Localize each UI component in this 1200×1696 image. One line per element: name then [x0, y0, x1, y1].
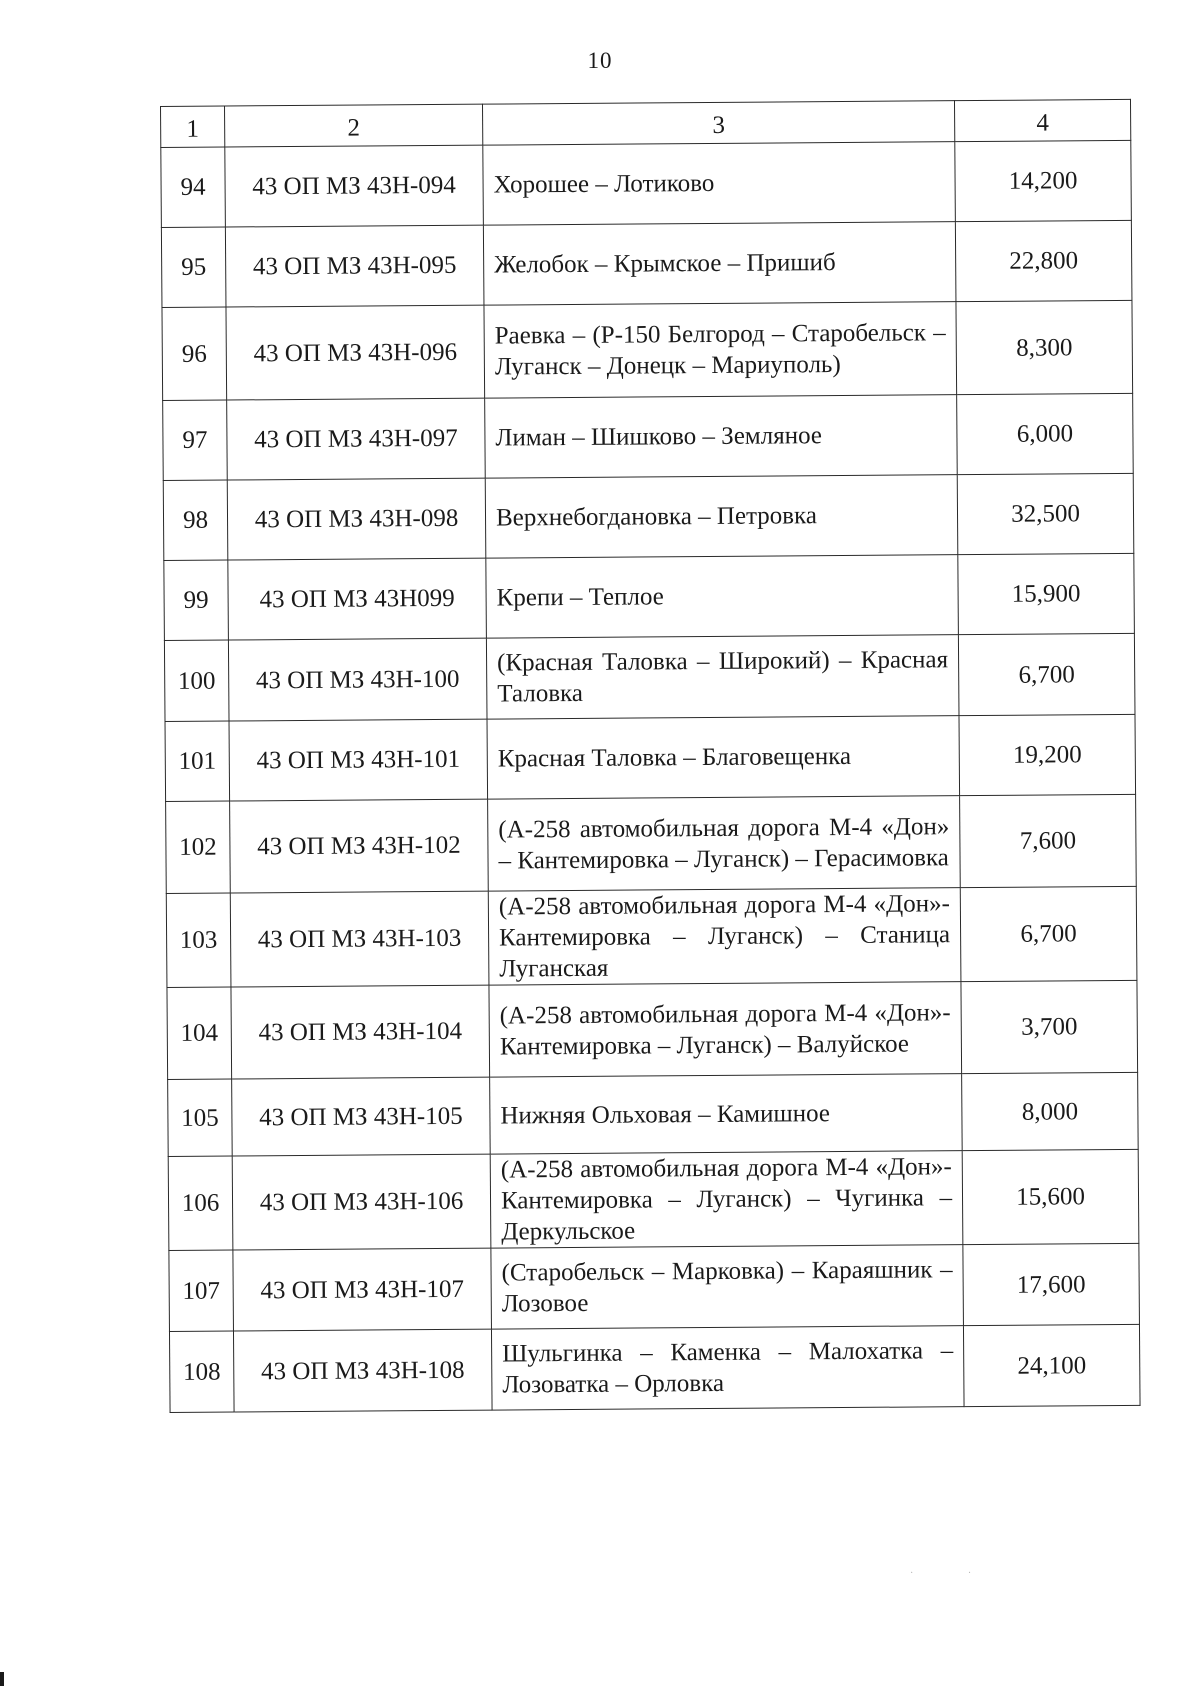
row-number: 106 — [168, 1156, 233, 1250]
road-length: 8,300 — [956, 300, 1133, 394]
table-row — [163, 393, 1134, 480]
road-code: 43 ОП МЗ 43Н-101 — [229, 719, 488, 801]
table-row — [161, 220, 1132, 307]
road-name: Хорошее – Лотиково — [483, 142, 956, 225]
road-name: Лиман – Шишково – Земляное — [485, 395, 958, 478]
road-name: (А-258 автомобильная дорога М-4 «Дон» – Кантемировка – Луганск) – Герасимовка — [488, 796, 961, 891]
road-name: (Красная Таловка – Широкий) – Красная Таловка — [486, 635, 959, 719]
header-row — [161, 99, 1131, 147]
table-row — [164, 553, 1135, 640]
row-number: 99 — [164, 560, 229, 640]
row-number: 95 — [161, 227, 226, 307]
table-body — [161, 140, 1140, 1412]
road-code: 43 ОП МЗ 43Н-095 — [225, 225, 484, 307]
row-number: 103 — [166, 893, 231, 987]
road-length: 3,700 — [961, 980, 1138, 1073]
row-number: 96 — [162, 307, 227, 400]
row-number: 105 — [168, 1079, 233, 1156]
row-number: 98 — [163, 480, 228, 560]
row-number: 104 — [167, 987, 232, 1079]
roads-table — [160, 99, 1141, 1413]
header-cell-4: 4 — [954, 99, 1130, 141]
row-number: 107 — [169, 1250, 234, 1331]
page-number: 10 — [587, 48, 613, 73]
road-name: Крепи – Теплое — [486, 555, 959, 638]
scan-edge-mark — [0, 1672, 4, 1686]
road-length: 6,700 — [960, 886, 1137, 981]
road-code: 43 ОП МЗ 43Н-102 — [230, 799, 489, 893]
road-length: 14,200 — [955, 140, 1132, 221]
header-cell-2: 2 — [225, 104, 483, 147]
road-length: 7,600 — [960, 794, 1137, 887]
road-length: 32,500 — [957, 473, 1134, 554]
road-code: 43 ОП МЗ 43Н-100 — [228, 638, 487, 721]
road-code: 43 ОП МЗ 43Н-097 — [227, 398, 486, 480]
road-code: 43 ОП МЗ 43Н-094 — [225, 145, 484, 227]
road-length: 6,700 — [958, 633, 1135, 715]
road-name: Нижняя Ольховая – Камишное — [490, 1074, 963, 1154]
road-length: 6,000 — [957, 393, 1134, 474]
road-length: 8,000 — [962, 1072, 1139, 1150]
row-number: 97 — [163, 400, 228, 480]
road-name: Желобок – Крымское – Пришиб — [483, 222, 956, 305]
road-code: 43 ОП МЗ 43Н-098 — [227, 478, 486, 560]
table-row — [168, 1149, 1139, 1250]
row-number: 100 — [164, 640, 229, 721]
table-row — [169, 1243, 1140, 1331]
table-header — [161, 99, 1131, 147]
road-name: (А-258 автомобильная дорога М-4 «Дон»-Кантемировка – Луганск) – Станица Луганская — [488, 888, 961, 985]
road-code: 43 ОП МЗ 43Н-103 — [230, 891, 489, 987]
road-name: Раевка – (Р-150 Белгород – Старобельск – Луганск – Донецк – Мариуполь) — [484, 302, 957, 398]
row-number: 102 — [166, 801, 231, 893]
road-code: 43 ОП МЗ 43Н-108 — [233, 1329, 492, 1412]
row-number: 108 — [169, 1331, 234, 1412]
road-length: 15,600 — [962, 1149, 1139, 1244]
table-row — [167, 980, 1138, 1079]
road-code: 43 ОП МЗ 43Н-107 — [233, 1248, 492, 1331]
road-length: 24,100 — [963, 1324, 1140, 1406]
table-row — [161, 140, 1132, 227]
road-name: Красная Таловка – Благовещенка — [487, 716, 960, 799]
road-name: (А-258 автомобильная дорога М-4 «Дон»-Кантемировка – Луганск) – Чугинка – Деркульское — [490, 1151, 963, 1248]
road-length: 15,900 — [958, 553, 1135, 634]
road-code: 43 ОП МЗ 43Н-096 — [226, 305, 485, 400]
table-row — [165, 714, 1136, 801]
scan-specks: · · — [910, 1568, 998, 1579]
road-length: 17,600 — [963, 1243, 1140, 1325]
road-code: 43 ОП МЗ 43Н-104 — [231, 985, 490, 1079]
table-row — [169, 1324, 1140, 1412]
road-name: (Старобельск – Марковка) – Караяшник – Лозовое — [491, 1245, 964, 1329]
header-cell-3: 3 — [482, 101, 954, 145]
road-name: (А-258 автомобильная дорога М-4 «Дон»-Кантемировка – Луганск) – Валуйское — [489, 982, 962, 1077]
table-row — [166, 794, 1137, 893]
road-name: Шульгинка – Каменка – Малохатка – Лозоватка – Орловка — [491, 1326, 964, 1410]
road-name: Верхнебогдановка – Петровка — [485, 475, 958, 558]
table-row — [168, 1072, 1139, 1156]
road-code: 43 ОП МЗ 43Н-106 — [232, 1154, 491, 1250]
road-length: 19,200 — [959, 714, 1136, 795]
table-row — [164, 633, 1135, 721]
table-row — [166, 886, 1137, 987]
header-cell-1: 1 — [161, 106, 225, 147]
row-number: 101 — [165, 721, 230, 801]
road-code: 43 ОП МЗ 43Н-105 — [232, 1077, 491, 1156]
road-code: 43 ОП МЗ 43Н099 — [228, 558, 487, 640]
road-length: 22,800 — [955, 220, 1132, 301]
row-number: 94 — [161, 147, 226, 227]
table-row — [162, 300, 1133, 400]
table-row — [163, 473, 1134, 560]
